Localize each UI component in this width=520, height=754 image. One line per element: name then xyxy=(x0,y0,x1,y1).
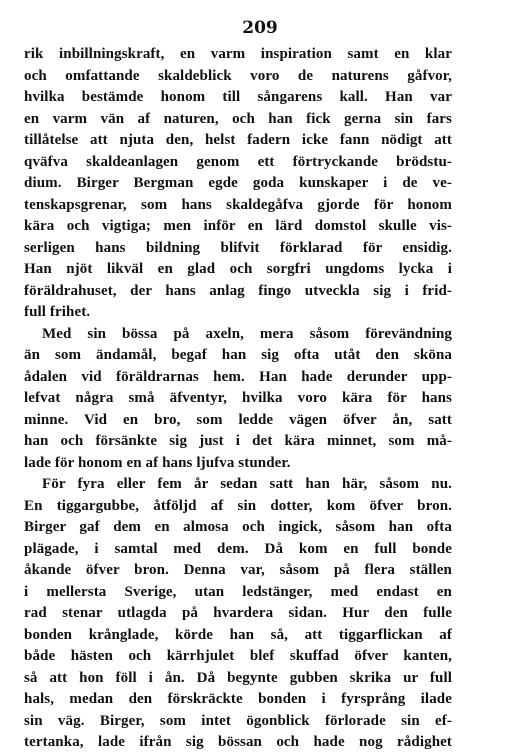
text-line: föräldrahuset, der hans anlag fingo utveckla sig i frid- xyxy=(24,282,452,299)
text-line: och omfattande skaldeblick voro de naturens gåfvor, xyxy=(24,67,452,84)
text-line: plägade, i samtal med dem. Då kom en full bonde xyxy=(24,540,452,557)
text-line: En tiggargubbe, åtföljd af sin dotter, kom öfver bron. xyxy=(24,497,452,514)
text-line: bonden krånglade, körde han så, att tiggarflickan af xyxy=(24,626,452,643)
text-line: Med sin bössa på axeln, mera såsom förevändning xyxy=(42,325,452,342)
page-number: 209 xyxy=(242,18,278,38)
text-line: hals, medan den förskräckte bonden i fyrsprång ilade xyxy=(24,691,452,707)
body-text xyxy=(24,44,452,754)
text-line: serligen hans bildning blifvit förklarad för ensidig. xyxy=(24,239,452,256)
text-line: tenskapsgrenar, som hans skaldegåfva gjorde för honom xyxy=(24,196,452,213)
text-line: rik inbillningskraft, en varm inspiration samt en klar xyxy=(24,46,452,62)
text-line: åkande öfver bron. Denna var, såsom på flera ställen xyxy=(24,562,452,578)
text-line: full frihet. xyxy=(24,304,91,320)
text-line: lade för honom en af hans ljufva stunder. xyxy=(24,454,291,471)
text-line: i mellersta Sverige, utan ledstänger, med endast en xyxy=(24,583,452,600)
text-line: lefvat några små äfventyr, hvilka voro kära för hans xyxy=(24,390,452,406)
paragraph xyxy=(24,44,452,324)
text-line: sin väg. Birger, som intet ögonblick förlorade sin ef- xyxy=(24,712,452,729)
text-line: han och försänkte sig just i det kära minnet, som må- xyxy=(24,433,452,449)
paragraph xyxy=(24,324,452,475)
text-line: tillåtelse att njuta den, helst fadern icke fann nödigt att xyxy=(24,132,452,148)
paragraph xyxy=(24,474,452,754)
text-line: ådalen vid föräldrarnas hem. Han hade derunder upp- xyxy=(24,368,452,385)
text-line: tertanka, lade ifrån sig bössan och hade nog rådighet xyxy=(24,734,452,750)
text-line: dium. Birger Bergman egde goda kunskaper i de ve- xyxy=(24,175,452,191)
text-line: en varm vän af naturen, och han fick gerna sin fars xyxy=(24,110,452,127)
text-line: Han njöt likväl en glad och sorgfri ungdoms lycka i xyxy=(24,261,452,277)
text-line: hvilka bestämde honom till sångarens kall. Han var xyxy=(24,89,452,105)
text-line: rad stenar utlagda på hvardera sidan. Hur den fulle xyxy=(24,605,452,621)
text-line: Birger gaf dem en almosa och ingick, såsom han ofta xyxy=(24,519,452,535)
text-line: både hästen och kärrhjulet blef skuffad öfver kanten, xyxy=(24,648,452,664)
text-line: så att hon föll i ån. Då begynte gubben skrika ur full xyxy=(24,669,452,686)
text-line: qväfva skaldeanlagen genom ett förtryckande brödstu- xyxy=(24,153,452,170)
text-line: För fyra eller fem år sedan satt han här, såsom nu. xyxy=(42,476,452,492)
text-line: kära och vigtiga; men inför en lärd domstol skulle vis- xyxy=(24,218,452,234)
text-line: minne. Vid en bro, som ledde vägen öfver ån, satt xyxy=(24,411,452,428)
text-line: än som ändamål, begaf han sig ofta utåt den sköna xyxy=(24,347,452,363)
